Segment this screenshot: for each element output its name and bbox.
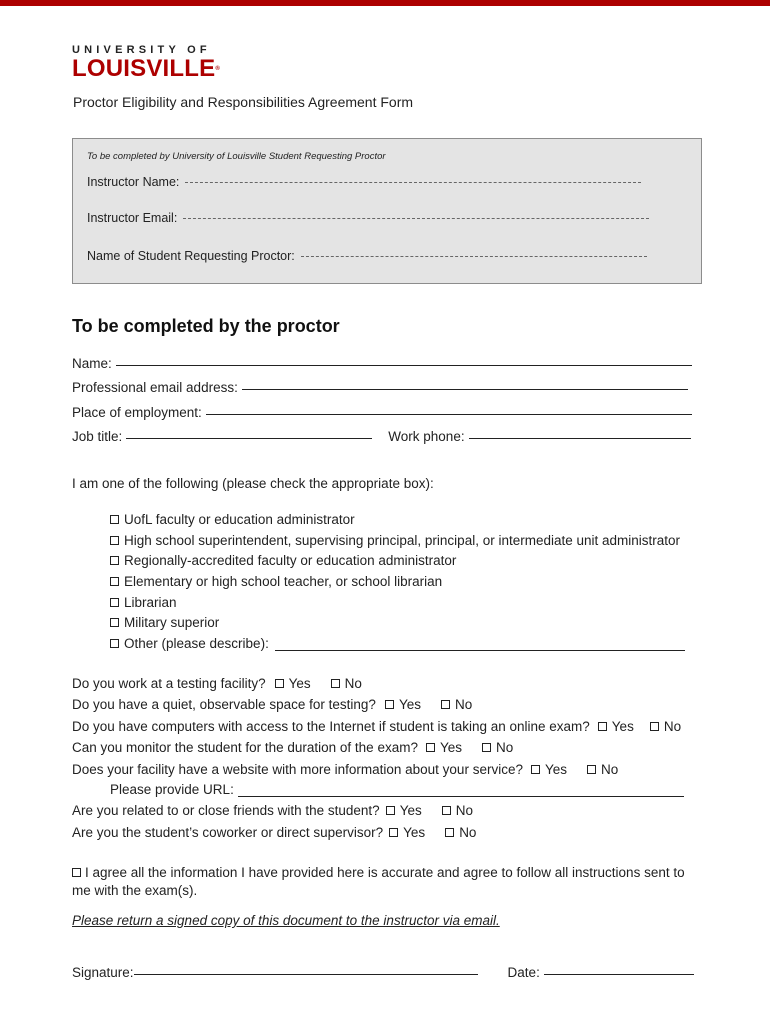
question-text: Does your facility have a website with more information about your service? [72,762,523,777]
yes-option[interactable] [598,719,634,734]
yes-label: Yes [403,825,426,840]
form-title: Proctor Eligibility and Responsibilities Agreement Form [73,94,414,110]
checkbox[interactable] [445,828,454,837]
student-name-label: Name of Student Requesting Proctor: [87,249,295,263]
agreement-checkbox[interactable] [72,868,81,877]
top-accent-bar [0,0,770,6]
option-label: Other (please describe): [124,636,269,651]
date-field[interactable] [544,973,694,975]
logo-registered-mark: ® [215,66,220,72]
url-field[interactable] [238,795,684,797]
agreement-statement [72,864,702,900]
no-label: No [601,762,619,777]
proctor-name-field[interactable] [116,364,692,366]
proctor-email-label: Professional email address: [72,380,238,395]
question-text: Do you have computers with access to the Internet if student is taking an online exam? [72,719,590,734]
url-label: Please provide URL: [110,782,234,797]
yes-label: Yes [439,740,462,755]
checkbox[interactable] [110,639,119,648]
option-label: Elementary or high school teacher, or school librarian [124,574,443,589]
instructor-name-field[interactable] [185,181,641,183]
yes-label: Yes [398,697,421,712]
checkbox[interactable] [650,722,659,731]
checkbox[interactable] [110,618,119,627]
no-label: No [455,803,473,818]
no-option[interactable] [441,697,472,712]
option-uofl-faculty[interactable] [110,512,355,527]
no-option[interactable] [331,676,362,691]
agreement-text: I agree all the information I have provided here is accurate and agree to follow all instructions sent to me with the exam(s). [72,865,685,898]
checkbox[interactable] [110,515,119,524]
question-facility-website [72,762,618,777]
student-name-field[interactable] [301,255,647,257]
yes-label: Yes [399,803,422,818]
logo-top-text: UNIVERSITY OF [72,44,211,56]
yes-label: Yes [611,719,634,734]
question-text: Are you related to or close friends with the student? [72,803,380,818]
yes-option[interactable] [389,825,425,840]
student-section-box [72,138,702,284]
checkbox[interactable] [531,765,540,774]
yes-option[interactable] [386,803,422,818]
option-label: Military superior [124,615,220,630]
job-title-row [72,429,691,444]
option-label: High school superintendent, supervising principal, principal, or intermediate unit administrator [124,533,681,548]
no-option[interactable] [650,719,681,734]
no-label: No [459,825,477,840]
checkbox[interactable] [110,577,119,586]
yes-option[interactable] [426,740,462,755]
question-quiet-space [72,697,472,712]
employment-field[interactable] [206,413,692,415]
signature-label: Signature: [72,965,134,980]
eligibility-intro: I am one of the following (please check the appropriate box): [72,476,434,491]
option-accredited-faculty[interactable] [110,553,456,568]
yes-option[interactable] [275,676,311,691]
option-high-school-admin[interactable] [110,533,680,548]
return-instructions: Please return a signed copy of this document to the instructor via email. [72,913,500,928]
signature-row [72,965,694,980]
option-military-superior[interactable] [110,615,219,630]
checkbox[interactable] [442,806,451,815]
work-phone-label: Work phone: [388,429,465,444]
option-label: UofL faculty or education administrator [124,512,355,527]
no-label: No [663,719,682,734]
no-label: No [496,740,514,755]
checkbox[interactable] [110,536,119,545]
employment-label: Place of employment: [72,405,202,420]
date-label: Date: [507,965,540,980]
no-label: No [454,697,473,712]
question-testing-facility [72,676,362,691]
checkbox[interactable] [110,598,119,607]
no-option[interactable] [587,762,618,777]
instructor-name-label: Instructor Name: [87,175,180,189]
no-option[interactable] [482,740,513,755]
instructor-name-row [87,175,641,189]
checkbox[interactable] [587,765,596,774]
yes-option[interactable] [531,762,567,777]
logo-main-text: LOUISVILLE [72,55,216,82]
checkbox[interactable] [389,828,398,837]
option-label: Regionally-accredited faculty or education administrator [124,553,457,568]
university-logo [72,44,220,83]
proctor-email-row [72,380,688,395]
instructor-email-label: Instructor Email: [87,211,178,225]
question-related-student [72,803,473,818]
question-monitor-student [72,740,513,755]
option-librarian[interactable] [110,595,177,610]
no-label: No [344,676,362,691]
option-other[interactable] [110,636,685,651]
instructor-email-field[interactable] [183,217,649,219]
option-teacher-librarian[interactable] [110,574,442,589]
other-description-field[interactable] [275,649,685,651]
proctor-email-field[interactable] [242,388,688,390]
student-name-row [87,249,647,263]
checkbox[interactable] [482,743,491,752]
question-text: Can you monitor the student for the duration of the exam? [72,740,418,755]
url-row [110,782,684,797]
question-coworker-supervisor [72,825,476,840]
student-section-note: To be completed by University of Louisville Student Requesting Proctor [87,151,386,162]
no-option[interactable] [442,803,473,818]
no-option[interactable] [445,825,476,840]
checkbox[interactable] [598,722,607,731]
checkbox[interactable] [110,556,119,565]
checkbox[interactable] [331,679,340,688]
job-title-field[interactable] [126,437,372,439]
question-text: Do you work at a testing facility? [72,676,266,691]
yes-label: Yes [544,762,567,777]
checkbox[interactable] [385,700,394,709]
job-title-label: Job title: [72,429,123,444]
proctor-section-heading: To be completed by the proctor [72,316,340,336]
instructor-email-row [87,211,649,225]
checkbox[interactable] [441,700,450,709]
checkbox[interactable] [275,679,284,688]
proctor-name-label: Name: [72,356,112,371]
question-internet-computers [72,719,681,734]
option-label: Librarian [124,595,177,610]
employment-row [72,405,692,420]
signature-field[interactable] [134,973,478,975]
question-text: Are you the student’s coworker or direct supervisor? [72,825,384,840]
checkbox[interactable] [426,743,435,752]
work-phone-field[interactable] [469,437,691,439]
proctor-name-row [72,356,692,371]
yes-label: Yes [288,676,311,691]
checkbox[interactable] [386,806,395,815]
yes-option[interactable] [385,697,421,712]
question-text: Do you have a quiet, observable space for testing? [72,697,376,712]
